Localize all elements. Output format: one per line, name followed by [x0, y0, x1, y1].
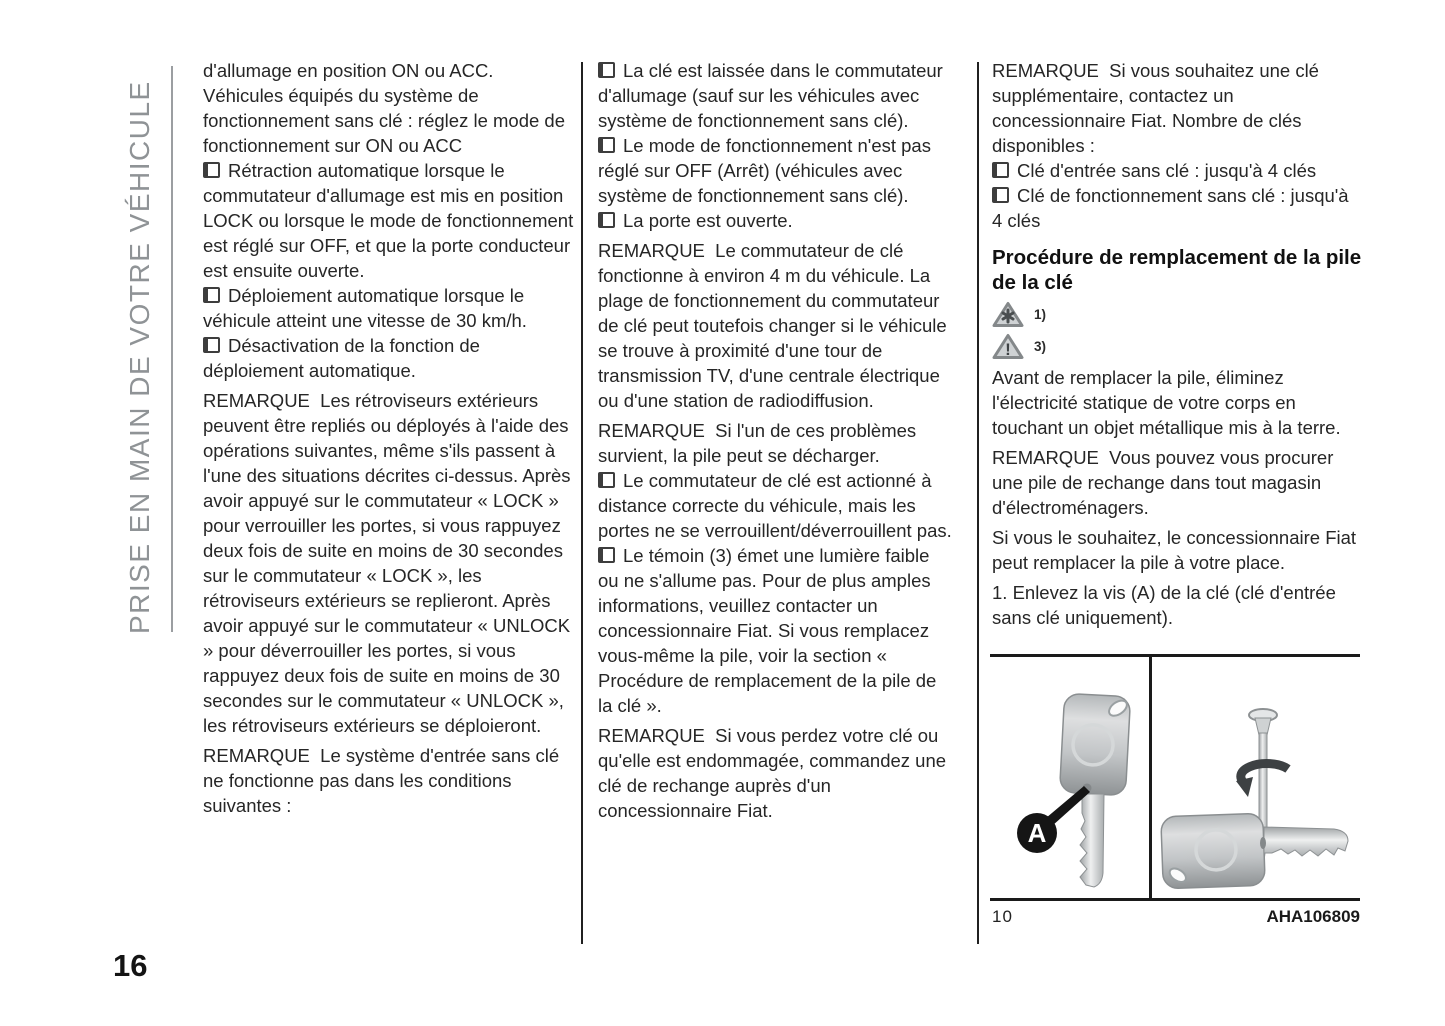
- paragraph: 1. Enlevez la vis (A) de la clé (clé d'entrée sans clé uniquement).: [992, 582, 1342, 628]
- figure-caption: [992, 907, 1360, 927]
- fob-screw: [1260, 837, 1266, 849]
- sidebar-rule: [171, 66, 173, 632]
- square-bullet-icon: [598, 212, 615, 228]
- key-blade: [1080, 794, 1104, 887]
- bullet-item: Le témoin (3) émet une lumière faible ou ne s'allume pas. Pour de plus amples informations, veuillez contacter un concessionnaire Fiat. Si vous remplacez vous-même la pile, voir la section « Procédure de remplacement de la pile de la clé ».: [598, 545, 942, 716]
- square-bullet-icon: [992, 162, 1009, 178]
- key-screwdriver-illustration: [1152, 657, 1360, 898]
- svg-text:!: !: [1005, 339, 1011, 359]
- square-bullet-icon: [598, 472, 615, 488]
- square-bullet-icon: [203, 162, 220, 178]
- warning-triangle-exclamation-icon: [992, 332, 1024, 361]
- section-heading: Procédure de remplacement de la pile de la clé: [992, 246, 1362, 294]
- bullet-item: La porte est ouverte.: [598, 208, 954, 233]
- callout-a-label: A: [1027, 818, 1047, 848]
- bullet-item: Désactivation de la fonction de déploiement automatique.: [203, 335, 486, 381]
- warning-ref-label: 3): [1034, 338, 1047, 354]
- key-front-illustration: [990, 657, 1149, 898]
- paragraph: REMARQUE Les rétroviseurs extérieurs peuvent être repliés ou déployés à l'aide des opérations suivantes, même s'ils passent à l'une des situations décrites ci-dessus. Après avoir appuyé sur le commutateur « LOCK » pour verrouiller les portes, si vous rappuyez deux fois de suite en moins de 30 secondes sur le commutateur « LOCK », les rétroviseurs extérieurs se replieront. Après avoir appuyé sur le commutateur « UNLOCK » pour déverrouiller les portes, si vous rappuyez deux fois de suite en moins de 30 secondes sur le commutateur « UNLOCK », les rétroviseurs extérieurs se déploieront.: [203, 390, 576, 736]
- paragraph: REMARQUE Le commutateur de clé fonctionne à environ 4 m du véhicule. La plage de fonctionnement du commutateur de clé peut toutefois changer si le véhicule se trouve à proximité d'une tour de transmission TV, d'une centrale électrique ou d'une station de radiodiffusion.: [598, 240, 952, 411]
- key-blade: [1264, 827, 1348, 856]
- paragraph: REMARQUE Si l'un de ces problèmes survient, la pile peut se décharger.: [598, 420, 922, 466]
- text-column-3: [992, 58, 1364, 630]
- warning-ref-label: 1): [1034, 306, 1047, 322]
- warning-note: [992, 300, 1364, 328]
- bullet-item: La clé est laissée dans le commutateur d'allumage (sauf sur les véhicules avec système de fonctionnement sans clé).: [598, 60, 948, 131]
- square-bullet-icon: [598, 137, 615, 153]
- paragraph: Si vous le souhaitez, le concessionnaire Fiat peut remplacer la pile à votre place.: [992, 527, 1362, 573]
- bullet-item: Le mode de fonctionnement n'est pas réglé sur OFF (Arrêt) (véhicules avec système de fonctionnement sans clé).: [598, 135, 937, 206]
- column-divider: [977, 62, 979, 944]
- figure-page-number: 10: [992, 907, 1013, 926]
- bullet-item: Déploiement automatique lorsque le véhicule atteint une vitesse de 30 km/h.: [203, 285, 530, 331]
- paragraph: REMARQUE Vous pouvez vous procurer une pile de rechange dans tout magasin d'électroménagers.: [992, 447, 1339, 518]
- figure-code: AHA106809: [1266, 907, 1360, 926]
- bullet-item: Rétraction automatique lorsque le commutateur d'allumage est mis en position LOCK ou lorsque le mode de fonctionnement est réglé sur OFF, et que la porte conducteur est ensuite ouverte.: [203, 160, 579, 281]
- paragraph: Avant de remplacer la pile, éliminez l'électricité statique de votre corps en touchant un objet métallique mis à la terre.: [992, 367, 1341, 438]
- square-bullet-icon: [598, 547, 615, 563]
- square-bullet-icon: [203, 287, 220, 303]
- text-column-2: [598, 58, 954, 823]
- square-bullet-icon: [598, 62, 615, 78]
- warning-note: [992, 332, 1364, 360]
- square-bullet-icon: [992, 187, 1009, 203]
- text-column-1: [203, 58, 579, 818]
- bullet-item: Clé de fonctionnement sans clé : jusqu'à 4 clés: [992, 185, 1354, 231]
- page-number: 16: [113, 948, 148, 983]
- column-divider: [581, 62, 583, 944]
- key-battery-figure: [990, 654, 1360, 901]
- paragraph: REMARQUE Si vous perdez votre clé ou qu'elle est endommagée, commandez une clé de rechange auprès d'un concessionnaire Fiat.: [598, 725, 952, 821]
- paragraph: REMARQUE Le système d'entrée sans clé ne fonctionne pas dans les conditions suivantes :: [203, 745, 565, 816]
- paragraph: REMARQUE Si vous souhaitez une clé supplémentaire, contactez un concessionnaire Fiat. Nombre de clés disponibles :: [992, 60, 1325, 156]
- square-bullet-icon: [203, 337, 220, 353]
- screwdriver-neck: [1255, 718, 1271, 735]
- sidebar-section-title: PRISE EN MAIN DE VOTRE VÉHICULE: [124, 80, 155, 634]
- bullet-item: Clé d'entrée sans clé : jusqu'à 4 clés: [992, 158, 1364, 183]
- bullet-item: Le commutateur de clé est actionné à distance correcte du véhicule, mais les portes ne se verrouillent/déverrouillent pas.: [598, 470, 952, 541]
- paragraph: d'allumage en position ON ou ACC. Véhicules équipés du système de fonctionnement sans clé : réglez le mode de fonctionnement sur ON ou ACC: [203, 60, 571, 156]
- warning-triangle-starburst-icon: [992, 300, 1024, 329]
